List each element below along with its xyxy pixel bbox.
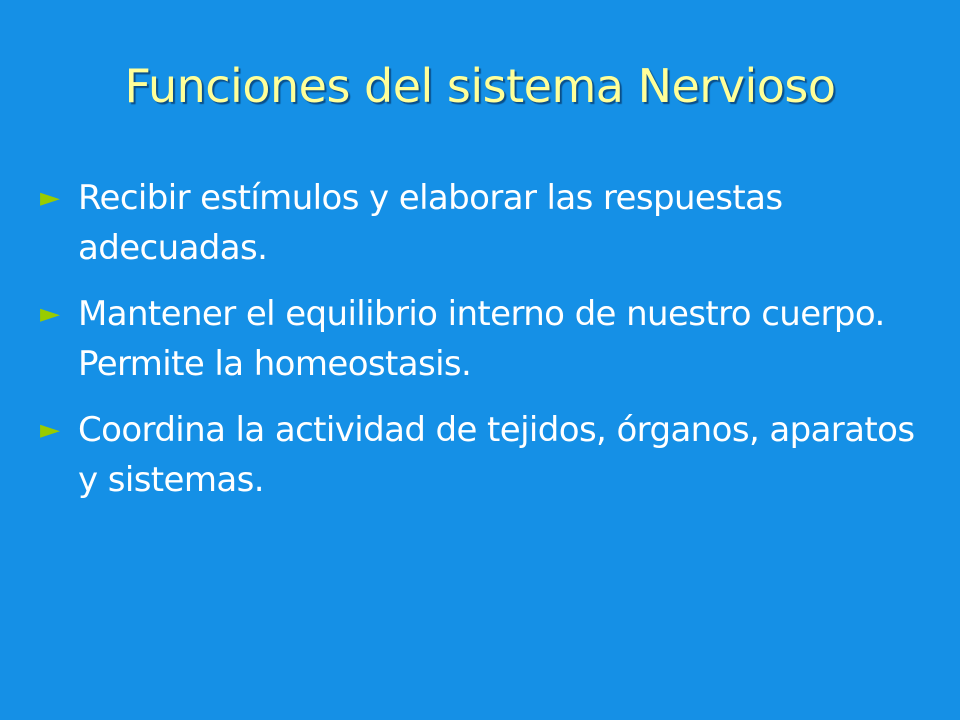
bullet-text: Recibir estímulos y elaborar las respuestas adecuadas. xyxy=(78,178,783,268)
bullet-list xyxy=(40,173,920,521)
bullet-item xyxy=(40,405,920,505)
bullet-item xyxy=(40,289,920,389)
bullet-text: Coordina la actividad de tejidos, órganos, aparatos y sistemas. xyxy=(78,410,915,500)
triangle-right-icon: ► xyxy=(40,183,60,213)
triangle-right-icon: ► xyxy=(40,415,60,445)
slide-title: Funciones del sistema Nervioso xyxy=(124,59,836,113)
bullet-item xyxy=(40,173,920,273)
bullet-text: Mantener el equilibrio interno de nuestro cuerpo. Permite la homeostasis. xyxy=(78,294,885,384)
triangle-right-icon: ► xyxy=(40,299,60,329)
